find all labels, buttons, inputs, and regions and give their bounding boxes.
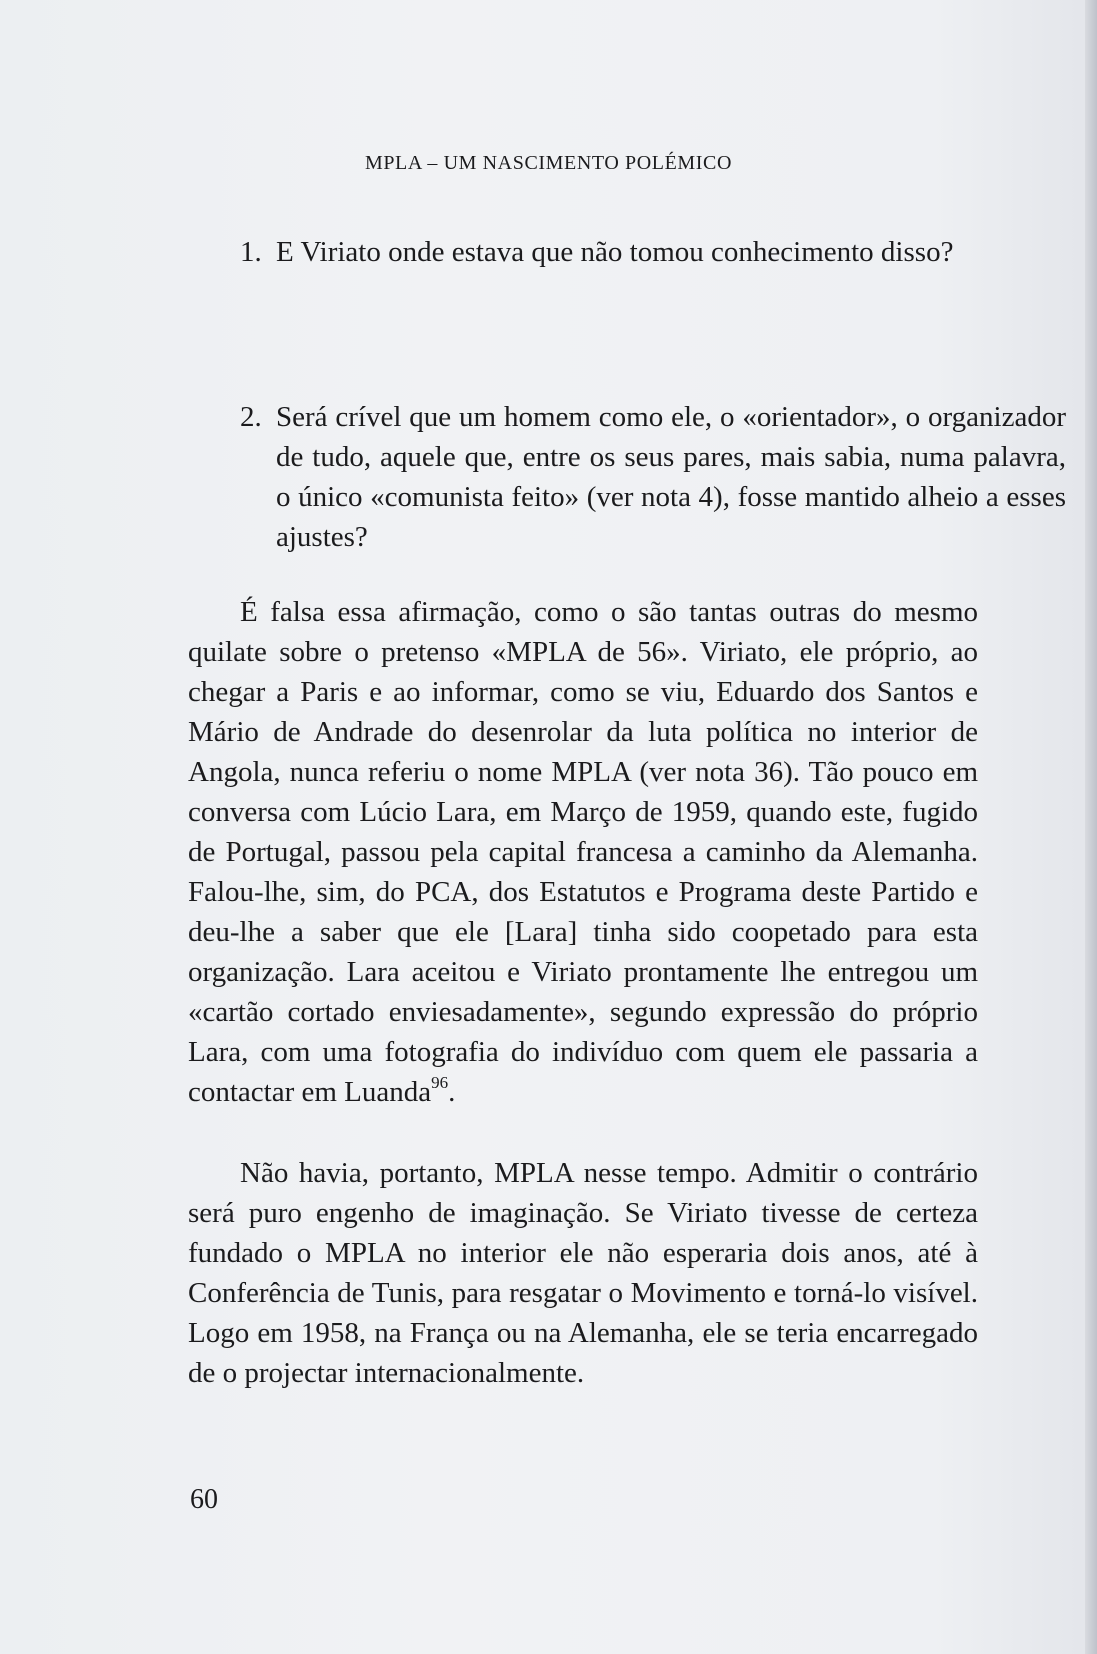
body-paragraph-2 [188,1153,978,1393]
paragraph-text: É falsa essa afirmação, como o são tantas outras do mesmo quilate sobre o pretenso «MPLA de 56». Viriato, ele próprio, ao chegar a Paris e ao informar, como se viu, Eduardo dos Santos e Mário de Andrade do desenrolar da luta política no interior de Angola, nunca referiu o nome MPLA (ver nota 36). Tão pouco em conversa com Lúcio Lara, em Março de 1959, quando este, fugido de Portugal, passou pela capital francesa a caminho da Alemanha. Falou-lhe, sim, do PCA, dos Estatutos e Programa deste Partido e deu-lhe a saber que ele [Lara] tinha sido coopetado para esta organização. Lara aceitou e Viriato prontamente lhe entregou um «cartão cortado enviesadamente», segundo expressão do próprio Lara, com uma fotografia do indivíduo com quem ele passaria a contactar em Luanda [188,596,978,1108]
page-edge-shadow [1085,0,1097,1654]
question-number: 1. [240,236,262,268]
question-number: 2. [240,401,262,433]
paragraph-end-punctuation: . [448,1076,456,1108]
question-item-2 [188,397,1066,557]
running-header: MPLA – UM NASCIMENTO POLÉMICO [364,152,733,174]
question-text: Será crível que um homem como ele, o «orientador», o organizador de tudo, aquele que, entre os seus pares, mais sabia, numa palavra, o único «comunista feito» (ver nota 4), fosse mantido alheio a esses ajustes? [276,401,1066,553]
question-item-1 [188,232,1066,272]
paragraph-text: Não havia, portanto, MPLA nesse tempo. Admitir o contrário será puro engenho de imaginação. Se Viriato tivesse de certeza fundado o MPLA no interior ele não esperaria dois anos, até à Conferência de Tunis, para resgatar o Movimento e torná-lo visível. Logo em 1958, na França ou na Alemanha, ele se teria encarregado de o projectar internacionalmente. [188,1157,978,1389]
question-text: E Viriato onde estava que não tomou conhecimento disso? [276,236,954,268]
footnote-reference: 96 [431,1073,449,1092]
body-paragraph-1 [188,592,978,1112]
page-number: 60 [190,1484,218,1515]
